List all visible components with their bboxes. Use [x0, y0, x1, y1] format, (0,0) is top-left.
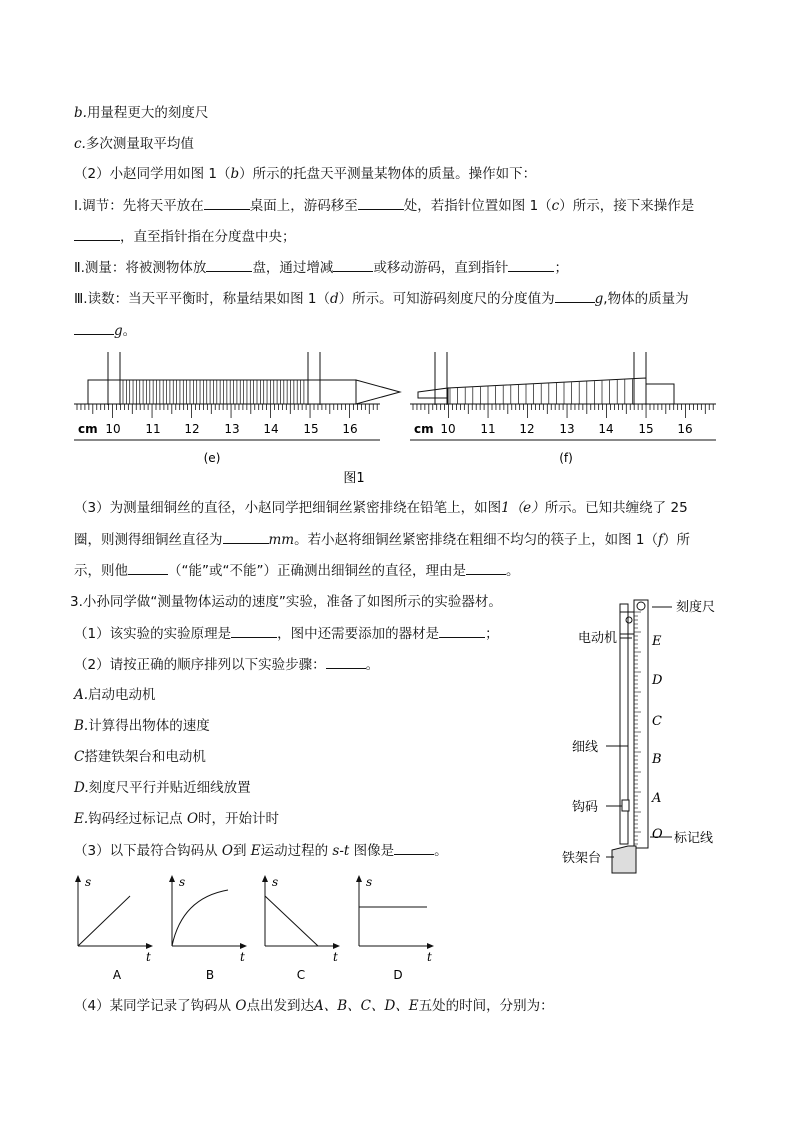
question-2-intro: （2）小赵同学用如图 1（b）所示的托盘天平测量某物体的质量。操作如下： [74, 166, 537, 182]
question-3-line-1: （3）为测量细铜丝的直径，小赵同学把细铜丝紧密排绕在铅笔上，如图1（e）所示。已知共缠绕了 25 [74, 500, 688, 516]
graph-c-label: C [296, 968, 306, 982]
figure-f-tick: 15 [638, 422, 654, 436]
step-b: B.计算得出物体的速度 [74, 718, 210, 734]
graph-d-x: t [427, 950, 432, 964]
graph-b-label: B [205, 968, 215, 982]
figure-e-tick: 16 [342, 422, 358, 436]
problem-3-part-1: （1）该实验的实验原理是 ，图中还需要添加的器材是 ； [74, 623, 499, 644]
figure-e-tick: 14 [263, 422, 279, 436]
figure-1 [0, 340, 794, 490]
figure-f-tick: 11 [480, 422, 496, 436]
point-a: A [652, 791, 662, 806]
graph-c [265, 875, 338, 982]
st-graphs [0, 865, 794, 990]
question-3-line-3: 示，则他 （“能”或“不能”）正确测出细铜丝的直径，理由是 。 [74, 560, 519, 581]
graph-b-x: t [240, 950, 245, 964]
graph-a-label: A [112, 968, 122, 982]
figure-e-tick: 13 [224, 422, 240, 436]
stand-base [612, 846, 636, 873]
label-mark: 标记线 [674, 831, 714, 846]
graph-c-x: t [333, 950, 338, 964]
motor [620, 612, 634, 634]
figure-f-tick: 10 [440, 422, 456, 436]
figure-e-unit: cm [78, 422, 98, 436]
problem-3-part-2: （2）请按正确的顺序排列以下实验步骤： 。 [74, 654, 379, 675]
figure-1-caption: 图1 [343, 471, 365, 486]
figure-e-ruler [74, 404, 380, 465]
point-e: E [652, 634, 662, 649]
figure-f-tick: 13 [559, 422, 575, 436]
step-e: E.钩码经过标记点 O时，开始计时 [74, 811, 280, 827]
figure-f-tick: 12 [519, 422, 535, 436]
point-o: O [652, 827, 663, 842]
label-ruler: 刻度尺 [676, 600, 716, 615]
option-c: c.多次测量取平均值 [74, 136, 194, 152]
step-a: A.启动电动机 [74, 687, 156, 703]
figure-f-tick: 16 [677, 422, 693, 436]
figure-e-tick: 15 [303, 422, 319, 436]
figure-e-tick: 11 [145, 422, 161, 436]
point-c: C [652, 714, 662, 729]
graph-d [359, 875, 432, 982]
figure-f-unit: cm [414, 422, 434, 436]
graph-d-label: D [393, 968, 403, 982]
step-d: D.刻度尺平行并贴近细线放置 [74, 780, 251, 796]
figure-f-chopstick [418, 352, 674, 405]
figure-e-label: (e) [203, 451, 221, 465]
graph-c-y: s [272, 875, 279, 889]
graph-b [172, 875, 245, 982]
step-measure: Ⅱ.测量：将被测物体放 盘，通过增减 或移动游码，直到指针 ； [74, 257, 568, 278]
graph-b-y: s [179, 875, 186, 889]
figure-f-ruler [410, 404, 716, 465]
graph-a [78, 875, 151, 982]
figure-e-tick: 12 [184, 422, 200, 436]
figure-e-tick: 10 [105, 422, 121, 436]
figure-e-pencil [88, 352, 400, 405]
graph-a-y: s [85, 875, 92, 889]
step-adjust: Ⅰ.调节：先将天平放在 桌面上，游码移至 处，若指针位置如图 1（c）所示，接下来操作是 [74, 195, 694, 216]
problem-3-part-4: （4）某同学记录了钩码从 O点出发到达A、B、C、D、E五处的时间，分别为： [74, 998, 554, 1014]
label-thread: 细线 [572, 740, 599, 755]
label-stand: 铁架台 [562, 851, 602, 866]
figure-f-tick: 14 [598, 422, 614, 436]
step-adjust-cont: ，直至指针指在分度盘中央； [74, 226, 296, 247]
graph-d-y: s [366, 875, 373, 889]
graph-a-x: t [146, 950, 151, 964]
point-d: D [652, 673, 663, 688]
label-weight: 钩码 [572, 800, 599, 815]
step-read-cont: g。 [74, 320, 136, 341]
problem-3-part-3: （3）以下最符合钩码从 O到 E运动过程的 s-t 图像是 。 [74, 840, 448, 861]
step-read: Ⅲ.读数：当天平平衡时，称量结果如图 1（d）所示。可知游码刻度尺的分度值为 g,物体的质量为 [74, 288, 689, 309]
option-b: b.用量程更大的刻度尺 [74, 105, 209, 121]
question-3-line-2: 圈，则测得细铜丝直径为 mm。若小赵将细铜丝紧密排绕在粗细不均匀的筷子上，如图 1（f）所 [74, 529, 690, 550]
weight [622, 800, 629, 811]
figure-f-label: (f) [559, 451, 573, 465]
problem-3-stem: 3.小孙同学做“测量物体运动的速度”实验，准备了如图所示的实验器材。 [70, 594, 502, 610]
apparatus-figure [560, 590, 760, 880]
step-c: C搭建铁架台和电动机 [74, 749, 206, 765]
label-motor: 电动机 [578, 631, 618, 646]
point-b: B [652, 752, 662, 767]
